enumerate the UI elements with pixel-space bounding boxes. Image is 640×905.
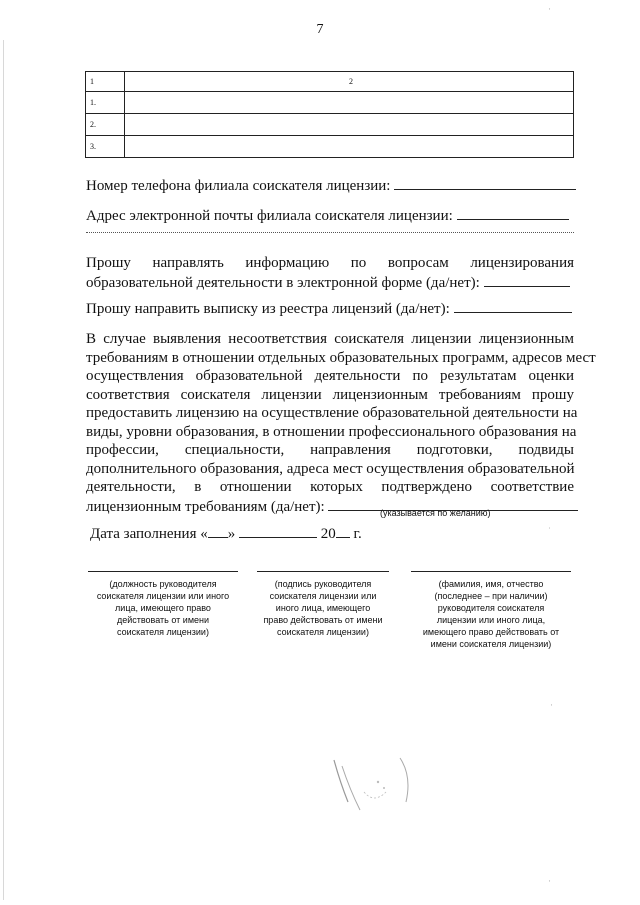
date-label: Дата заполнения « (90, 526, 208, 542)
signature-caption-name: (фамилия, имя, отчество (последнее – при наличии) руководителя соискателя лицензии или иного лица, имеющего право действовать от имени соискателя лицензии) (422, 579, 560, 649)
scan-speck-icon: · (550, 700, 553, 710)
mismatch-last-line (86, 497, 574, 516)
scan-speck-icon: · (548, 4, 551, 14)
table-header-col-2: 2 (125, 72, 574, 92)
mismatch-line: В случае выявления несоответствия соискателя лицензии лицензионным (86, 331, 574, 347)
extract-field-input[interactable] (454, 299, 572, 313)
table-row-number: 1. (86, 92, 125, 114)
mismatch-line: профессии, специальности, направления подготовки, подвиды (86, 442, 574, 458)
table-cell[interactable] (125, 114, 574, 136)
date-year-prefix: 20 (320, 526, 336, 542)
scan-speck-icon: ˙ (548, 526, 551, 536)
electronic-info-label: образовательной деятельности в электронной форме (да/нет): (86, 274, 480, 291)
electronic-info-input[interactable] (484, 273, 570, 287)
electronic-info-line-2 (86, 273, 574, 292)
date-day-input[interactable] (208, 524, 228, 538)
mismatch-answer-label: лицензионным требованиям (да/нет): (86, 498, 325, 515)
phone-field-row (86, 176, 574, 195)
date-year-suffix: г. (353, 526, 362, 542)
signature-line-position[interactable] (88, 571, 238, 572)
email-field-input[interactable] (457, 206, 569, 220)
signature-caption-position: (должность руководителя соискателя лицензии или иного лица, имеющего право действовать от имени соискателя лицензии) (96, 579, 230, 637)
branch-table (85, 71, 574, 158)
email-field-row (86, 206, 574, 225)
email-field-label: Адрес электронной почты филиала соискателя лицензии: (86, 208, 453, 224)
phone-field-input[interactable] (394, 176, 576, 190)
date-month-input[interactable] (239, 524, 317, 538)
signature-line-name[interactable] (411, 571, 571, 572)
mismatch-line: осуществления образовательной деятельности по результатам оценки (86, 368, 574, 384)
date-year-input[interactable] (336, 524, 350, 538)
electronic-info-paragraph (86, 254, 574, 291)
table-cell[interactable] (125, 136, 574, 158)
signature-caption-signature: (подпись руководителя соискателя лицензии или иного лица, имеющего право действовать от имени соискателя лицензии) (263, 579, 383, 637)
table-row-number: 2. (86, 114, 125, 136)
faint-stamp-mark-icon (330, 752, 420, 822)
table-header-row (86, 72, 574, 92)
mismatch-line: виды, уровни образования, в отношении профессионального образования на (86, 423, 577, 440)
scan-margin-line (3, 40, 4, 900)
date-row (90, 524, 578, 543)
optional-hint: (указывается по желанию) (380, 508, 491, 518)
table-header-col-1: 1 (86, 72, 125, 92)
scan-speck-icon: · (548, 876, 551, 886)
signature-line-signature[interactable] (257, 571, 389, 572)
extract-field-row (86, 299, 574, 318)
table-row[interactable] (86, 92, 574, 114)
extract-field-label: Прошу направить выписку из реестра лицензий (да/нет): (86, 301, 450, 317)
electronic-info-line-1: Прошу направлять информацию по вопросам лицензирования (86, 255, 574, 271)
table-cell[interactable] (125, 92, 574, 114)
date-close-quote: » (227, 526, 236, 542)
mismatch-line: требованиям в отношении отдельных образовательных программ, адресов мест (86, 349, 596, 366)
mismatch-paragraph (86, 330, 596, 515)
table-row[interactable] (86, 114, 574, 136)
mismatch-line: соответствия соискателя лицензии лицензионным требованиям прошу (86, 386, 574, 403)
table-row-number: 3. (86, 136, 125, 158)
phone-field-label: Номер телефона филиала соискателя лицензии: (86, 178, 391, 194)
mismatch-line: дополнительного образования, адреса мест осуществления образовательной (86, 460, 575, 477)
page-number: 7 (316, 22, 324, 37)
mismatch-line: деятельности, в отношении которых подтверждено соответствие (86, 479, 574, 495)
table-row[interactable] (86, 136, 574, 158)
dotted-separator (86, 232, 574, 233)
mismatch-line: предоставить лицензию на осуществление образовательной деятельности на (86, 405, 578, 421)
